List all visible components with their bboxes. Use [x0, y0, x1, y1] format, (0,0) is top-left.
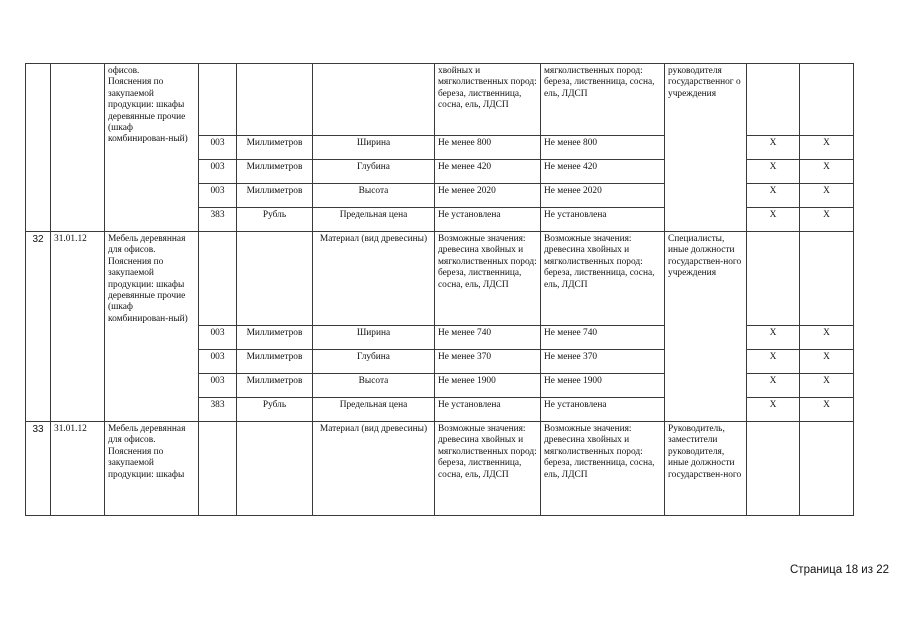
value-required: Возможные значения: древесина хвойных и мягколиственных пород: береза, лиственница, сосна, ель, ЛДСП [435, 232, 541, 326]
justification-mark: X [747, 350, 800, 374]
characteristic-material: Материал (вид древесины) [313, 422, 435, 516]
characteristics-table [25, 63, 854, 516]
characteristic-name: Глубина [313, 350, 435, 374]
position-category: руководителя государственног о учреждения [665, 64, 747, 232]
function-cell [800, 422, 854, 516]
justification-mark: X [747, 208, 800, 232]
unit-name: Миллиметров [237, 136, 313, 160]
okei-code [199, 422, 237, 516]
value-required: хвойных и мягколиственных пород: береза, лиственница, сосна, ель, ЛДСП [435, 64, 541, 136]
characteristic-name: Ширина [313, 136, 435, 160]
okei-code: 003 [199, 374, 237, 398]
function-mark: X [800, 398, 854, 422]
characteristic-name: Высота [313, 184, 435, 208]
unit-name: Миллиметров [237, 326, 313, 350]
function-mark: X [800, 374, 854, 398]
row-number: 33 [26, 422, 51, 516]
characteristic-name: Предельная цена [313, 208, 435, 232]
characteristic-name: Предельная цена [313, 398, 435, 422]
justification-mark: X [747, 136, 800, 160]
function-cell [800, 232, 854, 326]
value-allowed: Не менее 740 [541, 326, 665, 350]
table-row [26, 64, 854, 136]
table-row [26, 422, 854, 516]
justification-mark: X [747, 160, 800, 184]
unit-name: Миллиметров [237, 374, 313, 398]
row-number [26, 64, 51, 232]
value-required: Не установлена [435, 398, 541, 422]
table-row [26, 232, 854, 326]
characteristic-material [313, 64, 435, 136]
value-required: Не менее 370 [435, 350, 541, 374]
okei-code: 003 [199, 136, 237, 160]
function-mark: X [800, 326, 854, 350]
row-number: 32 [26, 232, 51, 422]
characteristic-name: Ширина [313, 326, 435, 350]
okei-code: 383 [199, 208, 237, 232]
function-mark: X [800, 136, 854, 160]
value-allowed: Не менее 1900 [541, 374, 665, 398]
justification-mark: X [747, 398, 800, 422]
value-allowed: Не установлена [541, 208, 665, 232]
table-body [26, 64, 854, 516]
page-number: Страница 18 из 22 [790, 564, 889, 576]
unit-name: Миллиметров [237, 350, 313, 374]
unit-name [237, 64, 313, 136]
okei-code: 003 [199, 350, 237, 374]
value-required: Возможные значения: древесина хвойных и мягколиственных пород: береза, лиственница, сосна, ель, ЛДСП [435, 422, 541, 516]
function-cell [800, 64, 854, 136]
justification-cell [747, 232, 800, 326]
okpd2-code: 31.01.12 [51, 232, 105, 422]
value-allowed: мягколиственных пород: береза, лиственница, сосна, ель, ЛДСП [541, 64, 665, 136]
unit-name: Рубль [237, 398, 313, 422]
okei-code: 003 [199, 184, 237, 208]
value-required: Не менее 2020 [435, 184, 541, 208]
function-mark: X [800, 208, 854, 232]
okei-code: 003 [199, 326, 237, 350]
value-required: Не менее 740 [435, 326, 541, 350]
unit-name [237, 232, 313, 326]
justification-mark: X [747, 184, 800, 208]
characteristic-material: Материал (вид древесины) [313, 232, 435, 326]
product-name: Мебель деревянная для офисов. Пояснения по закупаемой продукции: шкафы [105, 422, 199, 516]
okei-code [199, 232, 237, 326]
justification-mark: X [747, 374, 800, 398]
value-allowed: Возможные значения: древесина хвойных и мягколиственных пород: береза, лиственница, сосна, ель, ЛДСП [541, 232, 665, 326]
unit-name: Миллиметров [237, 184, 313, 208]
value-required: Не менее 420 [435, 160, 541, 184]
value-required: Не установлена [435, 208, 541, 232]
value-required: Не менее 1900 [435, 374, 541, 398]
okei-code: 003 [199, 160, 237, 184]
function-mark: X [800, 350, 854, 374]
characteristic-name: Глубина [313, 160, 435, 184]
value-allowed: Не менее 2020 [541, 184, 665, 208]
okei-code: 383 [199, 398, 237, 422]
justification-cell [747, 64, 800, 136]
okpd2-code: 31.01.12 [51, 422, 105, 516]
product-name: Мебель деревянная для офисов. Пояснения по закупаемой продукции: шкафы деревянные прочие (шкаф комбинирован-ный) [105, 232, 199, 422]
unit-name: Миллиметров [237, 160, 313, 184]
value-allowed: Не установлена [541, 398, 665, 422]
position-category: Специалисты, иные должности государствен-ного учреждения [665, 232, 747, 422]
value-allowed: Не менее 800 [541, 136, 665, 160]
value-allowed: Не менее 370 [541, 350, 665, 374]
okpd2-code [51, 64, 105, 232]
unit-name [237, 422, 313, 516]
unit-name: Рубль [237, 208, 313, 232]
okei-code [199, 64, 237, 136]
justification-cell [747, 422, 800, 516]
position-category: Руководитель, заместители руководителя, иные должности государствен-ного [665, 422, 747, 516]
justification-mark: X [747, 326, 800, 350]
value-required: Не менее 800 [435, 136, 541, 160]
function-mark: X [800, 184, 854, 208]
function-mark: X [800, 160, 854, 184]
product-name: офисов. Пояснения по закупаемой продукции: шкафы деревянные прочие (шкаф комбинирован-ный) [105, 64, 199, 232]
value-allowed: Возможные значения: древесина хвойных и мягколиственных пород: береза, лиственница, сосна, ель, ЛДСП [541, 422, 665, 516]
value-allowed: Не менее 420 [541, 160, 665, 184]
characteristic-name: Высота [313, 374, 435, 398]
